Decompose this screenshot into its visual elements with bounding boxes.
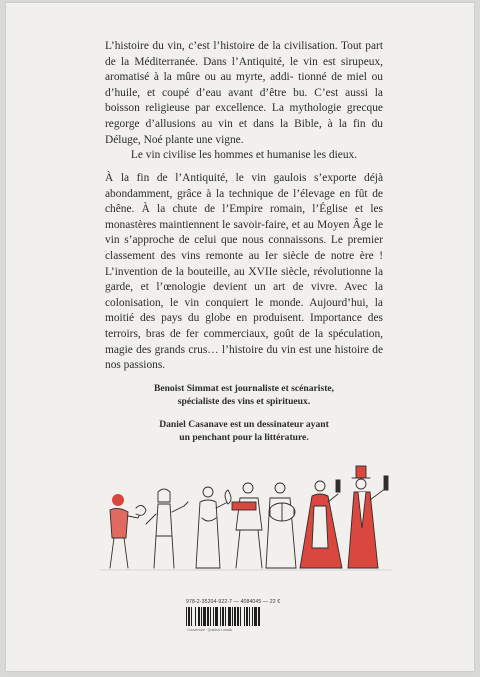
illustrator-bio-line: un penchant pour la littérature. bbox=[179, 431, 309, 443]
illustrator-bio bbox=[102, 419, 386, 444]
figure-noble bbox=[300, 480, 342, 568]
history-line: Importance des terroirs, bras de fer commerciaux, goût bbox=[105, 312, 383, 340]
history-line: révolutionne la garde, et l’œnologie devient un art de bbox=[105, 265, 383, 294]
intro-line: dans la Bible, à la fin du Déluge, Noé plante une vigne. bbox=[105, 117, 383, 146]
intro-line: bu. C’est aussi la boisson religieuse par excellence. bbox=[105, 86, 383, 115]
intro-paragraph bbox=[105, 39, 383, 164]
intro-line: Tout part de la Méditerranée. Dans l’Antiquité, le vin bbox=[105, 40, 383, 68]
book-back-cover bbox=[6, 3, 474, 671]
author-bio bbox=[102, 383, 386, 408]
isbn-price: 978-2-35204-922-7 — 4084045 — 22 € bbox=[186, 599, 281, 605]
intro-line: L’histoire du vin, c’est l’histoire de la civilisation. bbox=[105, 40, 338, 52]
barcode bbox=[186, 607, 306, 626]
history-line: du vin est une histoire de nos passions. bbox=[105, 343, 384, 372]
figure-caveman bbox=[110, 494, 146, 568]
history-line: abondamment, grâce à la technique de l’élevage en fût bbox=[105, 187, 368, 200]
figure-monk bbox=[266, 483, 296, 568]
history-paragraph bbox=[105, 171, 383, 374]
history-line: vivre. Avec la colonisation, le vin conquiert le monde. bbox=[105, 281, 383, 309]
intro-line: La mythologie grecque regorge d’allusions au vin et bbox=[105, 102, 383, 130]
figure-gentleman bbox=[348, 466, 388, 568]
illustrator-bio-line: Daniel Casanave est un dessinateur ayant bbox=[159, 419, 329, 430]
history-line: de notre ère ! L’invention de la bouteille, au XVIIe siècle, bbox=[105, 249, 384, 278]
figure-roman bbox=[232, 483, 262, 568]
history-line: de la spéculation, magie des grands crus… l’histoire bbox=[105, 327, 383, 356]
figure-greek bbox=[196, 487, 231, 568]
barcode-bar bbox=[260, 607, 261, 626]
history-line: Aujourd’hui, la moitié des pays du globe en produisent. bbox=[105, 296, 383, 325]
history-line: À la fin de l’Antiquité, le vin gaulois s’exporte déjà bbox=[105, 172, 383, 184]
history-line: de chêne. À la chute de l’Empire romain, l’Église et les bbox=[105, 187, 383, 216]
history-line: monastères maintiennent le savoir-faire, et au Moyen bbox=[105, 218, 350, 231]
history-line: Âge le vin s’approche de celui que nous connaissons. bbox=[105, 218, 383, 247]
cover-credit: Couverture : Quintus Lowda bbox=[187, 628, 232, 632]
history-line: Le premier classement des vins remonte au Ier siècle bbox=[105, 234, 383, 262]
author-bio-line: Benoist Simmat est journaliste et scénariste, bbox=[153, 383, 335, 394]
intro-line: est sirupeux, aromatisé à la mûre ou au myrte, addi- bbox=[105, 55, 383, 84]
intro-line: tionné de miel ou d’huile, et coupé d’eau avant d’être bbox=[105, 71, 383, 99]
author-bio-line: spécialiste des vins et spiritueux. bbox=[177, 395, 311, 407]
barcode-block bbox=[186, 599, 306, 632]
intro-last-line: Le vin civilise les hommes et humanise les dieux. bbox=[130, 149, 358, 162]
procession-illustration bbox=[96, 458, 396, 588]
figure-egyptian bbox=[146, 489, 188, 568]
